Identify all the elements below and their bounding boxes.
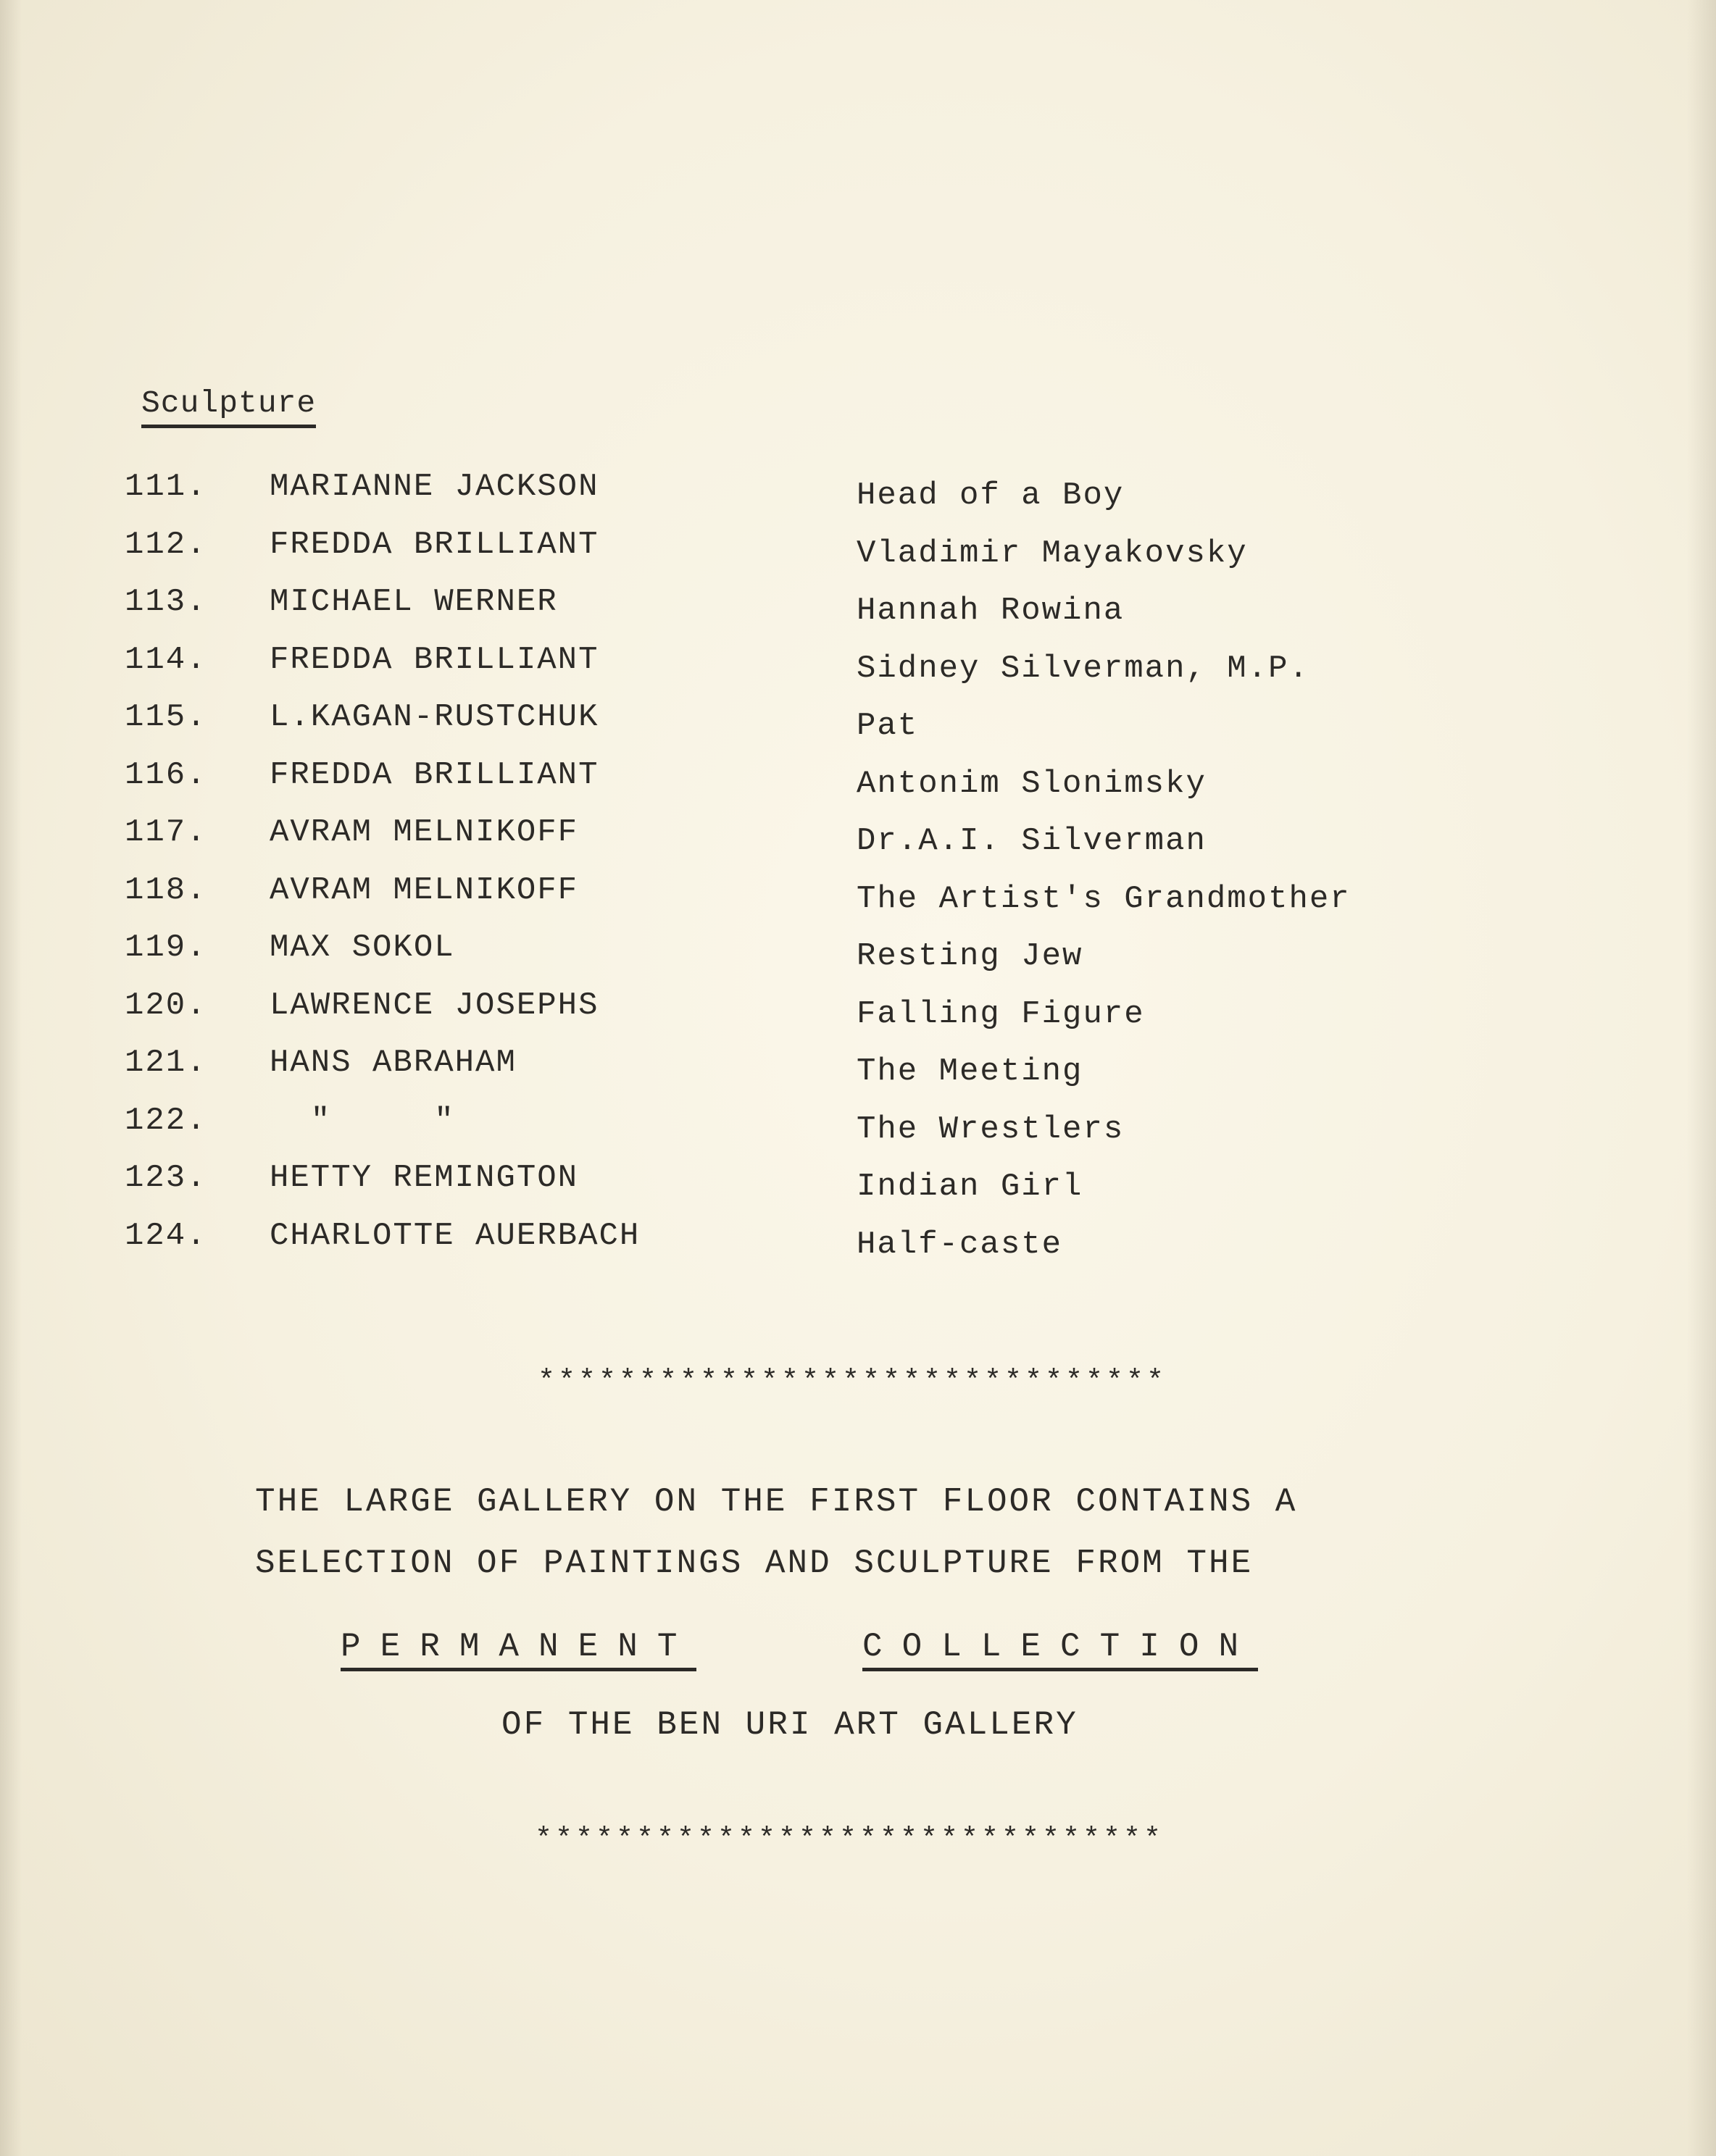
gallery-note-line-1: THE LARGE GALLERY ON THE FIRST FLOOR CONTAINS A — [255, 1483, 1298, 1521]
entry-title: Pat — [857, 708, 919, 744]
entry-artist: AVRAM MELNIKOFF — [270, 814, 579, 851]
entry-title: The Meeting — [857, 1053, 1083, 1090]
entry-number: 112. — [125, 526, 207, 563]
entry-artist: FREDDA BRILLIANT — [270, 756, 599, 793]
entry-artist: MICHAEL WERNER — [270, 584, 558, 620]
catalogue-entry — [125, 641, 1465, 702]
asterisk-separator-bottom: ******************************* — [534, 1823, 1165, 1856]
section-heading: Sculpture — [141, 388, 316, 428]
entry-number: 122. — [125, 1102, 207, 1139]
catalogue-entry — [125, 756, 1465, 817]
entry-title: Dr.A.I. Silverman — [857, 823, 1207, 859]
entry-artist: CHARLOTTE AUERBACH — [270, 1217, 641, 1254]
entry-number: 121. — [125, 1045, 207, 1081]
entry-artist: LAWRENCE JOSEPHS — [270, 987, 599, 1024]
catalogue-entry — [125, 471, 1465, 529]
catalogue-list — [125, 471, 1465, 1277]
entry-artist: MARIANNE JACKSON — [270, 469, 599, 505]
entry-title: Head of a Boy — [857, 477, 1125, 514]
permanent-word: PERMANENT — [341, 1630, 696, 1671]
entry-number: 115. — [125, 699, 207, 735]
catalogue-entry — [125, 1162, 1465, 1220]
catalogue-entry — [125, 1102, 1465, 1163]
catalogue-entry — [125, 816, 1465, 874]
entry-title: The Wrestlers — [857, 1111, 1125, 1148]
catalogue-entry — [125, 586, 1465, 644]
entry-number: 119. — [125, 929, 207, 966]
entry-title: Indian Girl — [857, 1169, 1083, 1205]
entry-artist: HANS ABRAHAM — [270, 1045, 517, 1081]
entry-number: 123. — [125, 1160, 207, 1196]
gallery-note-line-3: OF THE BEN URI ART GALLERY — [501, 1706, 1078, 1744]
entry-artist: AVRAM MELNIKOFF — [270, 872, 579, 908]
entry-artist: FREDDA BRILLIANT — [270, 526, 599, 563]
entry-title: Half-caste — [857, 1226, 1063, 1263]
catalogue-entry — [125, 987, 1465, 1048]
entry-number: 124. — [125, 1217, 207, 1254]
entry-title: Vladimir Mayakovsky — [857, 535, 1248, 572]
entry-number: 118. — [125, 872, 207, 908]
asterisk-separator-top: ******************************* — [537, 1366, 1167, 1398]
entry-artist: FREDDA BRILLIANT — [270, 641, 599, 678]
entry-title: Antonim Slonimsky — [857, 765, 1207, 802]
entry-number: 113. — [125, 584, 207, 620]
entry-title: The Artist's Grandmother — [857, 880, 1351, 917]
entry-title: Falling Figure — [857, 995, 1145, 1032]
entry-artist: " " — [270, 1102, 455, 1139]
catalogue-entry — [125, 526, 1465, 587]
gallery-note-line-2: SELECTION OF PAINTINGS AND SCULPTURE FROM THE — [255, 1545, 1254, 1582]
entry-number: 117. — [125, 814, 207, 851]
entry-artist: L.KAGAN-RUSTCHUK — [270, 699, 599, 735]
entry-title: Sidney Silverman, M.P. — [857, 650, 1309, 687]
entry-number: 114. — [125, 641, 207, 678]
entry-number: 116. — [125, 756, 207, 793]
catalogue-entry — [125, 874, 1465, 932]
entry-title: Resting Jew — [857, 938, 1083, 974]
catalogue-entry — [125, 1217, 1465, 1278]
catalogue-entry — [125, 1047, 1465, 1105]
collection-word: COLLECTION — [862, 1630, 1258, 1671]
entry-number: 111. — [125, 469, 207, 505]
entry-title: Hannah Rowina — [857, 593, 1125, 629]
catalogue-entry — [125, 701, 1465, 759]
entry-artist: HETTY REMINGTON — [270, 1160, 579, 1196]
catalogue-entry — [125, 929, 1465, 990]
entry-artist: MAX SOKOL — [270, 929, 455, 966]
entry-number: 120. — [125, 987, 207, 1024]
